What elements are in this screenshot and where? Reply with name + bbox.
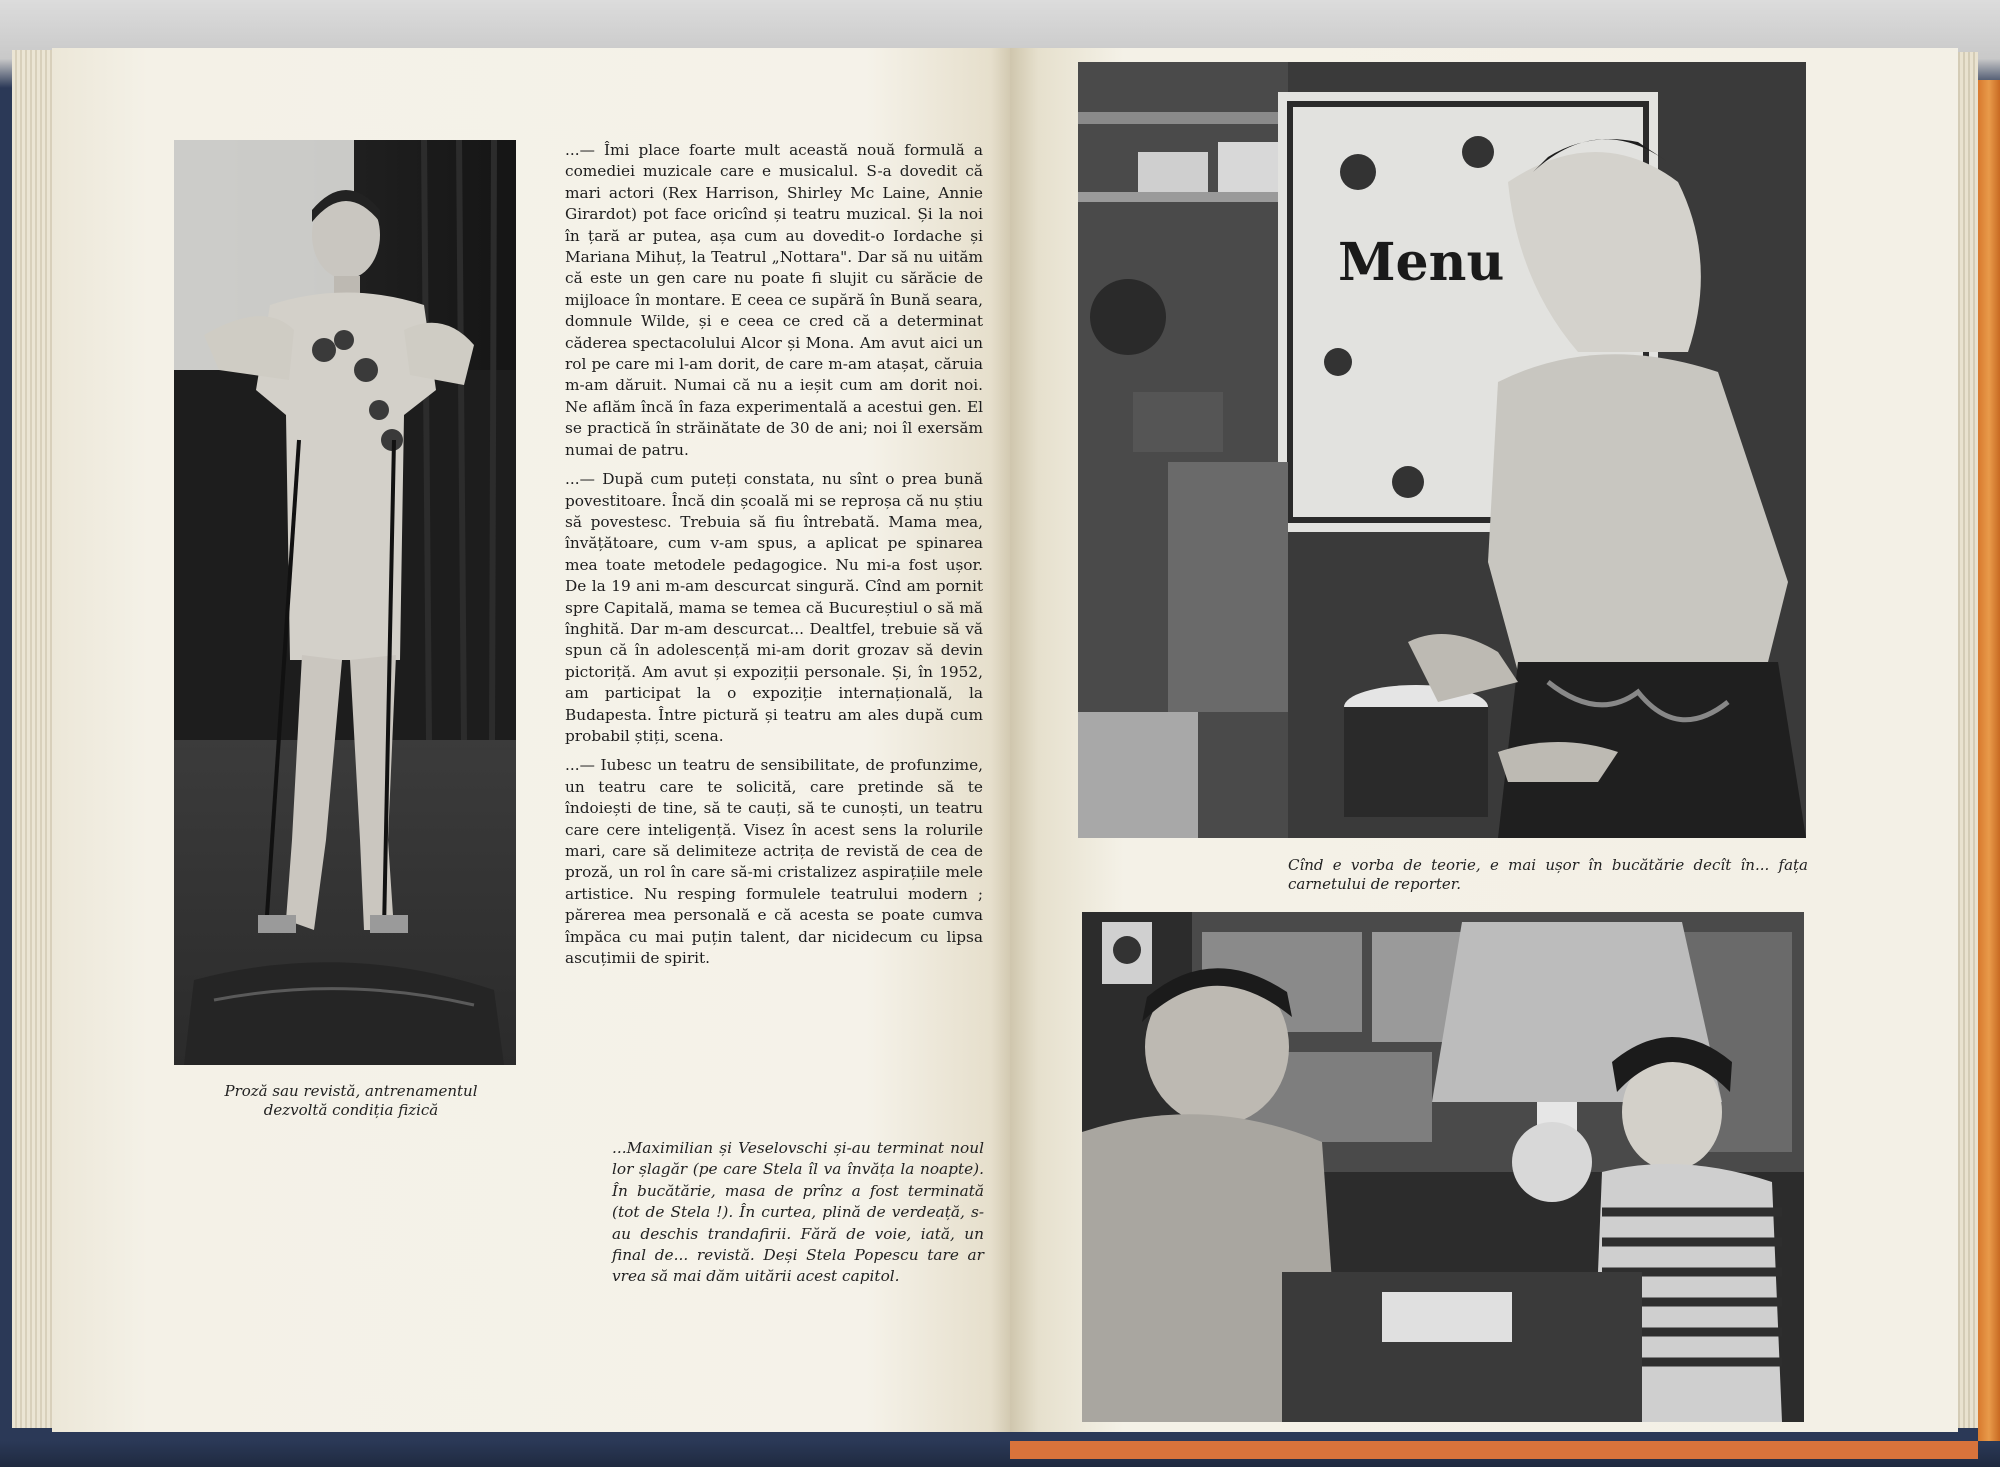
exercise-photo-image [174,140,516,1065]
exercise-photo-caption: Proză sau revistă, antrenamentul dezvoltă condiția fizică [224,1082,478,1119]
paragraph-musical: ...— Îmi place foarte mult această nouă formulă a comediei muzicale care e musicalul. S-a dovedit că mari actori (Rex Harrison, Shirley Mc Laine, Annie Girardot) pot face oricînd și teatru muzical. Și la noi în țară ar putea, așa cum au dovedit-o Iordache și Mariana Mihuț, la Teatrul „Nottara". Dar să nu uităm că este un gen care nu poate fi slujit cu sărăcie de mijloace în montare. E ceea ce supără în Bună seara, domnule Wilde, și e ceea ce cred că a determinat căderea spectacolului Alcor și Mona. Am avut aici un rol pe care mi l-am dorit, de care m-am atașat, căruia m-am dăruit. Numai că nu a ieșit cum am dorit noi. Ne aflăm încă în faza experimentală a acestui gen. El se practică în străinătate de 30 de ani; noi îl exersăm numai de patru. [565,141,983,459]
right-page [1010,48,1958,1432]
menu-sign: Menu [1338,232,1505,293]
cover-edge [1978,80,2000,1467]
paragraph-theatre: ...— Iubesc un teatru de sensibilitate, de profunzime, un teatru care te solicită, care pretinde să te îndoiești de tine, să te cauți, să te cunoști, un teatru care cere inteligență. Visez în acest sens la rolurile mari, care să delimiteze actrița de revistă de cea de proză, un rol în care să-mi cristalizez aspirațiile mele artistice. Nu resping formulele teatrului modern ; părerea mea personală e că acesta se poate cumva împăca cu mai puțin talent, dar nicidecum cu lipsa ascuțimii de spirit. [565,756,983,968]
left-page [52,48,1010,1432]
exercise-photo [174,140,516,1065]
closing-note: ...Maximilian și Veselovschi și-au terminat noul lor șlagăr (pe care Stela îl va învăța la noapte). În bucătărie, masa de prînz a fost terminată (tot de Stela !). În curtea, plină de verdeață, s-au deschis trandafirii. Fără de voie, iată, un final de... revistă. Deși Stela Popescu tare ar vrea să mai dăm uitării acest capitol. [612,1139,984,1286]
article-text-column [565,140,983,977]
kitchen-photo-caption: Cînd e vorba de teorie, e mai ușor în bucătărie decît în... fața carnetului de reporter. [1288,856,1808,893]
couple-photo [1082,912,1804,1422]
cover-bottom-edge [1010,1441,1978,1459]
kitchen-photo-image [1078,62,1806,838]
couple-photo-image [1082,912,1804,1422]
paragraph-storyteller: ...— După cum puteți constata, nu sînt o prea bună povestitoare. Încă din școală mi se reproșa că nu știu să povestesc. Trebuia să fiu întrebată. Mama mea, învățătoare, cum v-am spus, a aplicat pe spinarea mea toate metodele pedagogice. Nu mi-a fost ușor. De la 19 ani m-am descurcat singură. Cînd am pornit spre Capitală, mama se temea că Bucureștiul o să mă înghită. Dar m-am descurcat... Dealtfel, trebuie să vă spun că în adolescență mi-am dorit grozav să devin pictoriță. Am avut și expoziții personale. Și, în 1952, am participat la o expoziție internațională, la Budapesta. Între pictură și teatru am ales după cum probabil știți, scena. [565,470,983,745]
kitchen-photo [1078,62,1806,838]
